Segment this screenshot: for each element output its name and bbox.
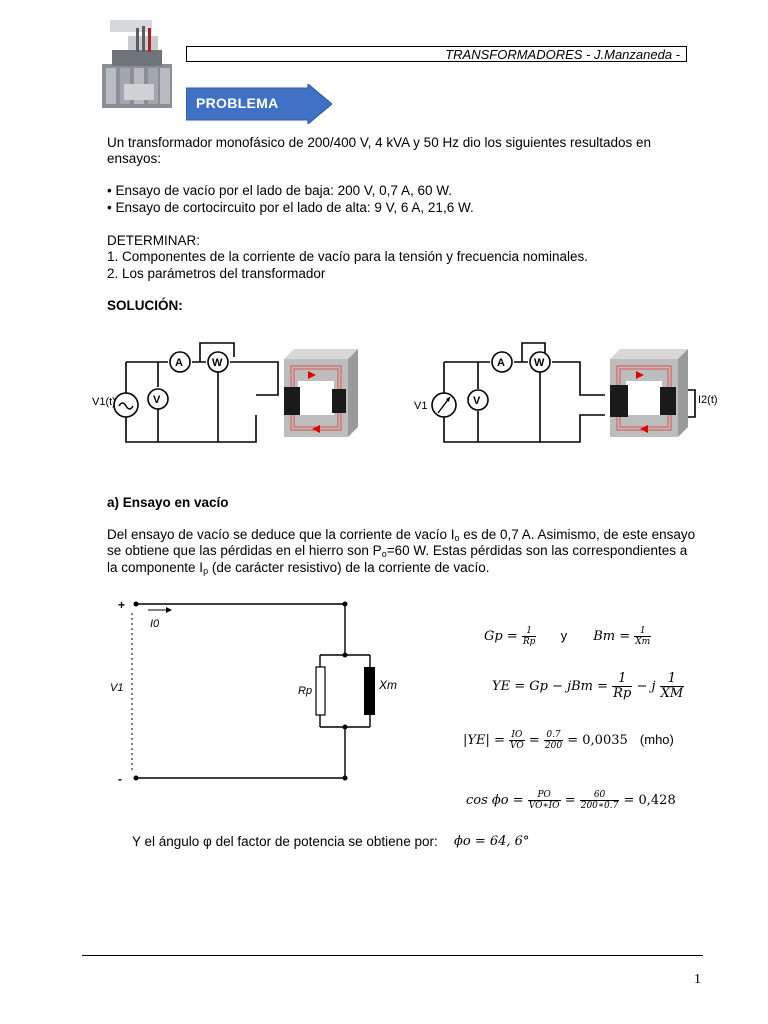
bullet-2: • Ensayo de cortocircuito por el lado de alta: 9 V, 6 A, 21,6 W.	[107, 200, 474, 215]
minus-terminal-label: -	[118, 772, 122, 786]
equivalent-circuit-diagram	[108, 595, 398, 790]
formula-gp: Gp = $\frac{1}{Rp}$ y Bm = $\frac{1}{Xm}$	[484, 626, 651, 647]
angle-value: ϕo = 64, 6°	[454, 834, 530, 849]
source-label-right: V1	[414, 400, 428, 412]
page-number: 1	[694, 972, 701, 987]
footer-divider	[82, 955, 703, 956]
formula-cos-phi: cos ϕo = $\frac{PO}{VO∗IO}$ = $\frac{60}{200∗0.7}$ = 0,428	[466, 790, 676, 811]
wattmeter-label-left: W	[212, 357, 223, 369]
voltmeter-label-right: V	[473, 395, 481, 407]
rp-label: Rp	[298, 685, 313, 697]
xm-label: Xm	[379, 678, 397, 692]
formula-ye: YE = Gp − jBm = $\frac{1}{Rp}$ − j $\frac{1}{XM}$	[492, 671, 684, 701]
problema-label: PROBLEMA	[196, 95, 279, 111]
wattmeter-label-right: W	[534, 357, 545, 369]
source-label-left: V1(t)	[92, 396, 116, 408]
section-a-paragraph-line-2: se obtiene que las pérdidas en el hierro son $P_o=60$ W. Estas pérdidas son las correspondientes a	[107, 543, 688, 559]
solution-title: SOLUCIÓN:	[107, 298, 183, 313]
bullet-1: • Ensayo de vacío por el lado de baja: 200 V, 0,7 A, 60 W.	[107, 183, 452, 198]
document-header: TRANSFORMADORES - J.Manzaneda -	[186, 46, 687, 62]
output-current-label: I2(t)	[698, 394, 718, 406]
short-circuit-test-diagram	[410, 335, 720, 450]
angle-sentence: Y el ángulo φ del factor de potencia se obtiene por:	[132, 834, 438, 849]
section-a-paragraph-line-1: Del ensayo de vacío se deduce que la corriente de vacío $I_o$ es de 0,7 A. Asimismo, de este ensayo	[107, 527, 696, 543]
task-item-2: 2. Los parámetros del transformador	[107, 266, 326, 281]
statement-line-2: ensayos:	[107, 151, 162, 166]
voltage-v1-label: V1	[110, 682, 124, 694]
transformer-logo-image	[98, 14, 178, 114]
task-item-1: 1. Componentes de la corriente de vacío para la tensión y frecuencia nominales.	[107, 249, 589, 264]
ammeter-label-right: A	[497, 357, 505, 369]
current-io-label: I0	[150, 618, 160, 630]
section-a-title: a) Ensayo en vacío	[107, 495, 229, 510]
statement-line-1: Un transformador monofásico de 200/400 V, 4 kVA y 50 Hz dio los siguientes resultados en	[107, 135, 652, 150]
open-circuit-test-diagram	[88, 335, 368, 450]
plus-terminal-label: +	[118, 598, 126, 612]
section-a-paragraph-line-3: la componente $I_p$ (de carácter resistivo) de la corriente de vacío.	[107, 560, 490, 576]
formula-ye-magnitude: |YE| = $\frac{IO}{VO}$ = $\frac{0.7}{200}$ = 0,0035 (mho)	[463, 730, 674, 751]
ammeter-label-left: A	[175, 357, 183, 369]
voltmeter-label-left: V	[153, 394, 161, 406]
determinar-heading: DETERMINAR:	[107, 233, 201, 248]
